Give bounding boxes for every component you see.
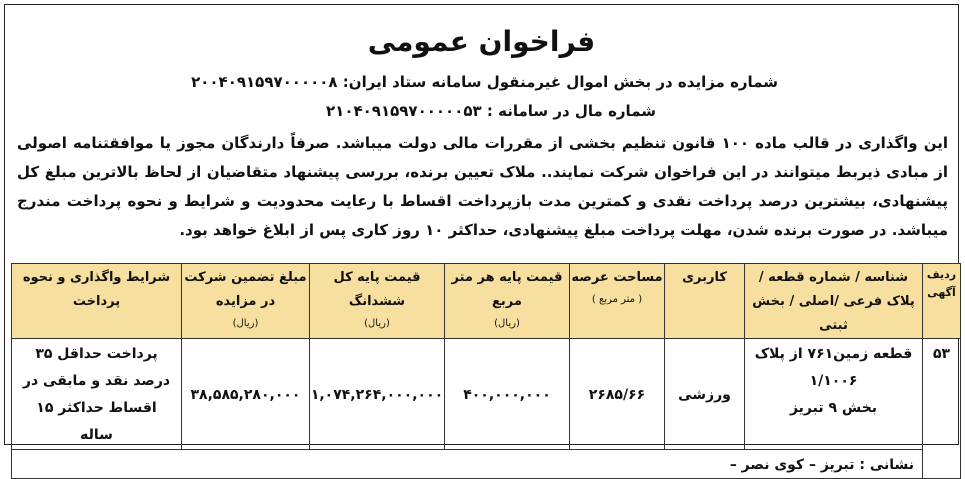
header-identifier: شناسه / شماره قطعه / پلاک فرعی /اصلی / بخش ثبتی xyxy=(745,264,923,339)
auction-table xyxy=(11,263,961,479)
cell-terms: پرداخت حداقل ۳۵ درصد نقد و مابقی در اقساط حداکثر ۱۵ ساله xyxy=(12,339,182,450)
address-row xyxy=(12,450,961,479)
header-base-price-sqm: قیمت پایه هر متر مربع (ریال) xyxy=(445,264,570,339)
cell-base-price-total: ۱,۰۷۴,۲۶۴,۰۰۰,۰۰۰ xyxy=(310,339,445,450)
table-row xyxy=(12,339,961,450)
address-cell: نشانی : تبریز – کوی نصر – xyxy=(12,450,923,479)
header-usage: کاربری xyxy=(665,264,745,339)
cell-guarantee: ۳۸,۵۸۵,۲۸۰,۰۰۰ xyxy=(182,339,310,450)
cell-base-price-sqm: ۴۰۰,۰۰۰,۰۰۰ xyxy=(445,339,570,450)
header-area: مساحت عرصه ( متر مربع ) xyxy=(570,264,665,339)
cell-usage: ورزشی xyxy=(665,339,745,450)
header-guarantee: مبلغ تضمین شرکت در مزایده (ریال) xyxy=(182,264,310,339)
notice-frame xyxy=(4,4,959,473)
property-number-line: شماره مال در سامانه : ۲۱۰۴۰۹۱۵۹۷۰۰۰۰۰۵۳ xyxy=(326,102,656,120)
page-title: فراخوان عمومی xyxy=(367,25,596,58)
header-row-number: ردیف آگهی xyxy=(923,264,961,339)
notice-paragraph: این واگذاری در قالب ماده ۱۰۰ قانون تنظیم بخشی از مقررات مالی دولت میباشد. صرفاً دارندگان مجوز یا موافقتنامه اصولی از مبادی ذیربط میتوانند در این فراخوان شرکت نمایند.. ملاک تعیین برنده، بررسی پیشنهاد متقاضیان از لحاظ بالاترین مبلغ کل پیشنهادی، بیشترین درصد پرداخت نقدی و کمترین مدت بازپرداخت اقساط با رعایت محدودیت و شرایط و نحوه پرداخت مندرج میباشد. در صورت برنده شدن، مهلت پرداخت مبلغ پیشنهادی، حداکثر ۱۰ روز کاری پس از ابلاغ خواهد بود. xyxy=(17,134,949,239)
header-base-price-total: قیمت پایه کل ششدانگ (ریال) xyxy=(310,264,445,339)
table-header-row xyxy=(12,264,961,339)
cell-area: ۲۶۸۵/۶۶ xyxy=(570,339,665,450)
cell-row-number: ۵۳ xyxy=(923,339,961,479)
auction-number-line: شماره مزایده در بخش اموال غیرمنقول سامانه ستاد ایران: ۲۰۰۴۰۹۱۵۹۷۰۰۰۰۰۸ xyxy=(191,73,778,91)
cell-identifier: قطعه زمین۷۶۱ از پلاک ۱/۱۰۰۶ بخش ۹ تبریز xyxy=(745,339,923,450)
header-terms: شرایط واگذاری و نحوه پرداخت xyxy=(12,264,182,339)
